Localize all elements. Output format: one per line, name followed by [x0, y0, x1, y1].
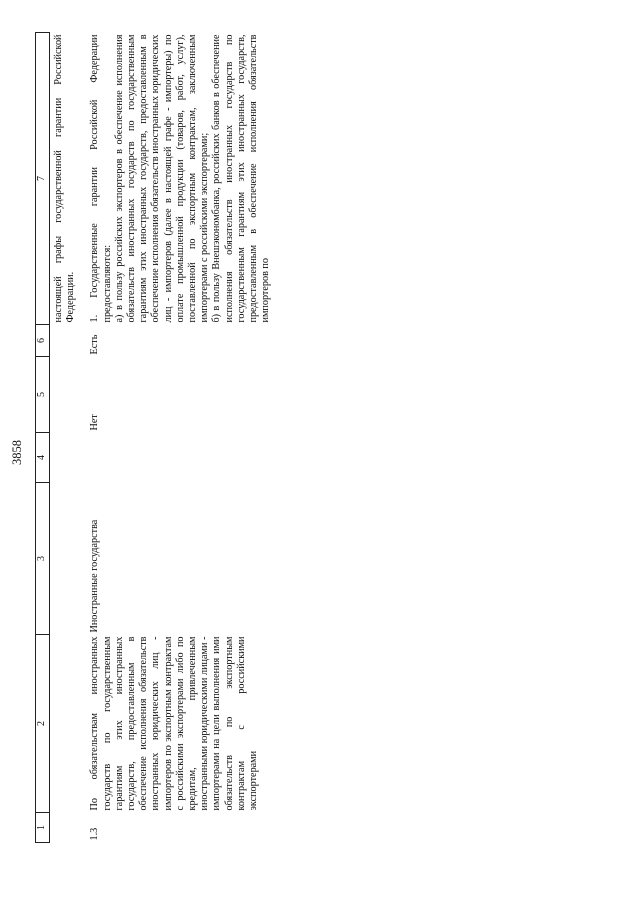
page-number: 3858	[10, 440, 24, 465]
continuation-text: настоящей графы государственной гарантии Российской Федерации.	[53, 34, 77, 323]
guarantee-conditions	[89, 33, 272, 325]
column-4-value	[89, 433, 272, 483]
column-number-row	[36, 33, 50, 843]
column-number-1: 1	[36, 813, 50, 843]
column-number-5: 5	[36, 357, 50, 433]
column-number-2: 2	[36, 635, 50, 813]
column-number-7: 7	[36, 33, 50, 325]
obligation-description: По обязательствам иностранных государств по государственным гарантиям этих иностранных государств, предоставленным в обеспечение исполнения обязательств иностранных юридических лиц - импортеров по экспортным контрактам с российскими экспортерами либо по кредитам, привлеченным иностранными юридическими лицами - импортерами на цели выполнения ими обязательств по экспортным контрактам с российскими экспортерами	[89, 636, 260, 811]
principal-category: Иностранные государства	[89, 519, 101, 633]
continuation-row	[50, 33, 90, 843]
column-6-value: Есть	[89, 334, 101, 355]
guarantee-table	[35, 32, 272, 843]
conditions-line-3: б) в пользу Внешэкономбанка, российских банков в обеспечение исполнения обязательств иностранных государств по государственным гарантиям этих иностранных государств, предоставленным в обеспечение исполнения обязательств импортеров по	[211, 34, 272, 323]
column-number-3: 3	[36, 483, 50, 635]
column-number-4: 4	[36, 433, 50, 483]
conditions-line-2: а) в пользу российских экспортеров в обеспечение исполнения обязательств иностранных государств по государственным гарантиям этих иностранных государств, предоставленным в обеспечение исполнения обязательств иностранных юридических лиц - импортеров (далее в настоящей графе - импортеры) по оплате промышленной продукции (товаров, работ, услуг), поставленной по экспортным контрактам, заключенным импортерами с российскими экспортерами;	[113, 34, 211, 323]
table-row	[89, 33, 272, 843]
column-number-6: 6	[36, 325, 50, 357]
row-number: 1.3	[89, 827, 101, 841]
conditions-line-1: 1. Государственные гарантии Российской Федерации предоставляются:	[89, 34, 113, 323]
column-5-value: Нет	[89, 414, 101, 431]
